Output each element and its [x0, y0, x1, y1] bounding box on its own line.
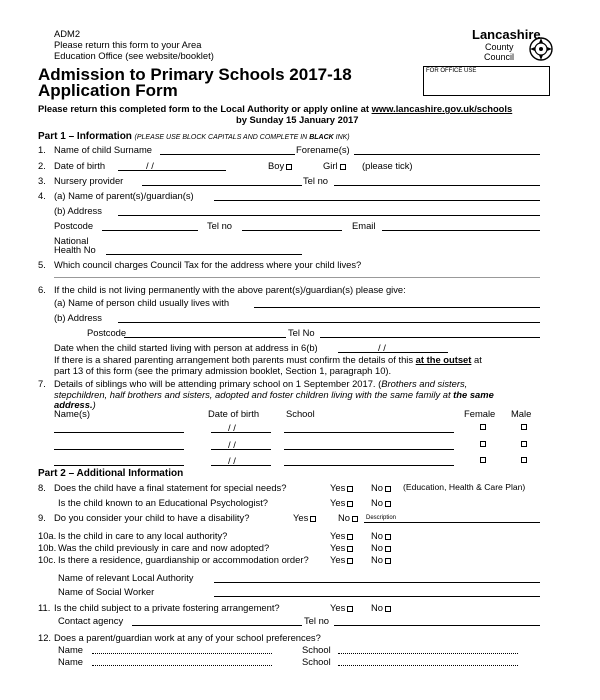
social-worker-field[interactable]: [214, 596, 540, 597]
q10c-number: 10c.: [38, 554, 56, 565]
staff-name-label: Name: [58, 644, 84, 655]
residence-order-label: Is there a residence, guardianship or accommodation order?: [58, 554, 309, 565]
no-label: No: [371, 602, 383, 613]
yes-checkbox[interactable]: [347, 501, 353, 507]
adopted-label: Was the child previously in care and now adopted?: [58, 542, 270, 553]
no-checkbox[interactable]: [385, 558, 391, 564]
q10b-number: 10b.: [38, 542, 57, 553]
yes-label: Yes: [330, 482, 346, 493]
carer-postcode-label: Postcode: [87, 327, 127, 338]
website-link[interactable]: www.lancashire.gov.uk/schools: [371, 103, 513, 114]
sibling-dob-sep: / /: [228, 422, 236, 433]
yes-checkbox[interactable]: [347, 546, 353, 552]
council-tax-field[interactable]: [54, 277, 540, 278]
tick-note: (please tick): [362, 160, 413, 171]
siblings-close: ): [92, 399, 96, 410]
carer-tel-field[interactable]: [320, 337, 540, 338]
sibling-male-checkbox[interactable]: [521, 457, 527, 463]
form-title-2: Application Form: [38, 81, 178, 100]
q2-number: 2.: [38, 160, 46, 171]
special-needs-label: Does the child have a final statement for special needs?: [54, 482, 287, 493]
no-checkbox[interactable]: [385, 534, 391, 540]
girl-option[interactable]: [323, 160, 346, 171]
part1-note: (PLEASE USE BLOCK CAPITALS AND COMPLETE IN: [134, 134, 310, 141]
sibling-school-field[interactable]: [284, 432, 454, 433]
sibling-school-field[interactable]: [284, 465, 454, 466]
no-label: No: [371, 497, 383, 508]
col-dob: Date of birth: [208, 408, 260, 419]
nhs-label-1: National: [54, 235, 89, 246]
girl-label: Girl: [323, 160, 338, 171]
sibling-male-checkbox[interactable]: [521, 441, 527, 447]
girl-checkbox[interactable]: [340, 164, 346, 170]
psychologist-label: Is the child known to an Educational Psychologist?: [58, 497, 269, 508]
nhs-field[interactable]: [106, 254, 302, 255]
yes-label: Yes: [330, 530, 346, 541]
form-title-1: Admission to Primary Schools 2017-18: [38, 65, 352, 84]
part1-note-end: INK): [333, 134, 350, 141]
social-worker-label: Name of Social Worker: [58, 586, 155, 597]
yes-checkbox[interactable]: [347, 558, 353, 564]
yes-checkbox[interactable]: [347, 534, 353, 540]
q11-number: 11.: [38, 602, 51, 613]
ehc-note: (Education, Health & Care Plan): [403, 482, 526, 492]
shared-parenting-line-2: part 13 of this form (see the primary admission booklet, Section 1, paragraph 10).: [54, 365, 392, 376]
in-care-no[interactable]: [371, 530, 391, 541]
yes-label: Yes: [330, 602, 346, 613]
staff-name-field[interactable]: [92, 653, 272, 654]
yes-checkbox[interactable]: [310, 516, 316, 522]
office-use-label: FOR OFFICE USE: [426, 68, 477, 74]
contact-agency-field[interactable]: [132, 625, 302, 626]
surname-field[interactable]: [160, 154, 295, 155]
part2-heading: Part 2 – Additional Information: [38, 468, 184, 479]
work-at-school-label: Does a parent/guardian work at any of your school preferences?: [54, 632, 321, 643]
no-label: No: [371, 554, 383, 565]
residence-order-no[interactable]: [371, 554, 391, 565]
yes-label: Yes: [293, 512, 309, 523]
carer-postcode-field[interactable]: [124, 337, 286, 338]
return-line-2: Education Office (see website/booklet): [54, 50, 214, 61]
q10a-number: 10a.: [38, 530, 57, 541]
no-label: No: [371, 530, 383, 541]
nursery-tel-field[interactable]: [334, 185, 540, 186]
return-date: by Sunday 15 January 2017: [236, 114, 359, 125]
shared-outset: at the outset: [415, 354, 472, 365]
sibling-dob-sep: / /: [228, 455, 236, 466]
q6-label: If the child is not living permanently with the above parent(s)/guardian(s) please give:: [54, 284, 406, 295]
sibling-name-field[interactable]: [54, 465, 184, 466]
in-care-label: Is the child in care to any local authority?: [58, 530, 228, 541]
col-male: Male: [511, 408, 532, 419]
staff-school-field[interactable]: [338, 653, 518, 654]
staff-school-field[interactable]: [338, 665, 518, 666]
start-date-field[interactable]: [338, 352, 448, 353]
shared-end: at: [471, 354, 482, 365]
fostering-yes[interactable]: [330, 602, 353, 613]
adopted-yes[interactable]: [330, 542, 353, 553]
description-field[interactable]: [364, 522, 540, 523]
council-tax-label: Which council charges Council Tax for the address where your child lives?: [54, 259, 362, 270]
q3-number: 3.: [38, 175, 46, 186]
sibling-female-checkbox[interactable]: [480, 457, 486, 463]
part1-heading: [38, 130, 350, 142]
sibling-female-checkbox[interactable]: [480, 441, 486, 447]
q1-label: Name of child Surname: [54, 144, 152, 155]
carer-address-label: (b) Address: [54, 312, 102, 323]
office-use-box: [423, 66, 550, 96]
boy-option[interactable]: [268, 160, 292, 171]
q12-number: 12.: [38, 632, 52, 643]
parent-tel-label: Tel no: [207, 220, 233, 231]
siblings-address: address.: [54, 399, 93, 410]
yes-label: Yes: [330, 554, 346, 565]
sibling-name-field[interactable]: [54, 449, 184, 450]
carer-name-label: (a) Name of person child usually lives with: [54, 297, 230, 308]
fostering-no[interactable]: [371, 602, 391, 613]
agency-tel-field[interactable]: [334, 625, 540, 626]
shared-text: If there is a shared parenting arrangement both parents must confirm the details of this: [54, 354, 416, 365]
sibling-dob-field[interactable]: [211, 449, 271, 450]
forename-field[interactable]: [354, 154, 540, 155]
no-checkbox[interactable]: [385, 501, 391, 507]
psychologist-yes[interactable]: [330, 497, 353, 508]
sibling-dob-field[interactable]: [211, 465, 271, 466]
siblings-text-2: [54, 389, 494, 400]
no-checkbox[interactable]: [385, 606, 391, 612]
dob-label: Date of birth: [54, 160, 106, 171]
sibling-female-checkbox[interactable]: [480, 424, 486, 430]
q9-number: 9.: [38, 512, 46, 523]
sibling-school-field[interactable]: [284, 449, 454, 450]
logo-name: Lancashire: [472, 27, 541, 42]
nursery-field[interactable]: [142, 185, 302, 186]
email-field[interactable]: [382, 230, 540, 231]
sibling-name-field[interactable]: [54, 432, 184, 433]
q4-number: 4.: [38, 190, 46, 201]
no-checkbox[interactable]: [352, 516, 358, 522]
part1-note-black: BLACK: [309, 134, 334, 141]
carer-address-field[interactable]: [118, 322, 540, 323]
return-instruction: [38, 103, 512, 114]
in-care-yes[interactable]: [330, 530, 353, 541]
psychologist-no[interactable]: [371, 497, 391, 508]
start-date-label: Date when the child started living with person at address in 6(b): [54, 342, 318, 353]
no-checkbox[interactable]: [385, 546, 391, 552]
parent-name-field[interactable]: [214, 200, 540, 201]
parent-tel-field[interactable]: [242, 230, 342, 231]
no-checkbox[interactable]: [385, 486, 391, 492]
no-label: No: [371, 542, 383, 553]
carer-name-field[interactable]: [254, 307, 540, 308]
staff-name-label: Name: [58, 656, 84, 667]
disability-no[interactable]: [338, 512, 358, 523]
no-label: No: [338, 512, 350, 523]
yes-label: Yes: [330, 497, 346, 508]
contact-agency-label: Contact agency: [58, 615, 124, 626]
special-needs-yes[interactable]: [330, 482, 353, 493]
siblings-same: the same: [453, 389, 494, 400]
col-school: School: [286, 408, 315, 419]
fostering-label: Is the child subject to a private fostering arrangement?: [54, 602, 280, 613]
yes-checkbox[interactable]: [347, 486, 353, 492]
postcode-field[interactable]: [102, 230, 198, 231]
staff-school-label: School: [302, 644, 331, 655]
disability-yes[interactable]: [293, 512, 316, 523]
q1-number: 1.: [38, 144, 46, 155]
part1-title: Part 1 – Information: [38, 131, 132, 142]
sibling-male-checkbox[interactable]: [521, 424, 527, 430]
siblings-text-italic: Brothers and sisters,: [381, 378, 468, 389]
shared-parenting-line-1: [54, 354, 482, 365]
return-line-1: Please return this form to your Area: [54, 39, 202, 50]
q7-number: 7.: [38, 378, 46, 389]
carer-tel-label: Tel No: [288, 327, 315, 338]
staff-school-label: School: [302, 656, 331, 667]
residence-order-yes[interactable]: [330, 554, 353, 565]
nhs-label-2: Health No: [54, 244, 96, 255]
parent-name-label: (a) Name of parent(s)/guardian(s): [54, 190, 194, 201]
sibling-dob-sep: / /: [228, 439, 236, 450]
siblings-text: Details of siblings who will be attending primary school on 1 September 2017. (: [54, 378, 382, 389]
agency-tel-label: Tel no: [304, 615, 330, 626]
rose-emblem-icon: [528, 36, 554, 62]
nursery-label: Nursery provider: [54, 175, 124, 186]
email-label: Email: [352, 220, 376, 231]
q6-number: 6.: [38, 284, 46, 295]
no-label: No: [371, 482, 383, 493]
sibling-dob-field[interactable]: [211, 432, 271, 433]
form-ref: ADM2: [54, 28, 81, 39]
siblings-text-1: [54, 378, 467, 389]
yes-checkbox[interactable]: [347, 606, 353, 612]
start-date-separators: / /: [378, 342, 386, 353]
special-needs-no[interactable]: [371, 482, 391, 493]
disability-label: Do you consider your child to have a disability?: [54, 512, 250, 523]
postcode-label: Postcode: [54, 220, 94, 231]
boy-checkbox[interactable]: [286, 164, 292, 170]
boy-label: Boy: [268, 160, 285, 171]
col-female: Female: [464, 408, 496, 419]
local-authority-field[interactable]: [214, 582, 540, 583]
address-field[interactable]: [118, 215, 540, 216]
col-name: Name(s): [54, 408, 90, 419]
dob-field[interactable]: [118, 170, 226, 171]
forename-label: Forename(s): [296, 144, 350, 155]
adopted-no[interactable]: [371, 542, 391, 553]
staff-name-field[interactable]: [92, 665, 272, 666]
siblings-definition: stepchildren, half brothers and sisters, adopted and foster children living with the same family at: [54, 389, 454, 400]
q5-number: 5.: [38, 259, 46, 270]
yes-label: Yes: [330, 542, 346, 553]
local-authority-label: Name of relevant Local Authority: [58, 572, 194, 583]
return-prefix: Please return this completed form to the Local Authority or apply online at: [38, 103, 372, 114]
nursery-tel-label: Tel no: [303, 175, 329, 186]
description-label: Description: [366, 515, 397, 521]
q8-number: 8.: [38, 482, 46, 493]
logo-sub-1: County: [485, 42, 514, 52]
address-label: (b) Address: [54, 205, 102, 216]
dob-separators: / /: [146, 160, 154, 171]
logo-sub-2: Council: [484, 52, 515, 62]
